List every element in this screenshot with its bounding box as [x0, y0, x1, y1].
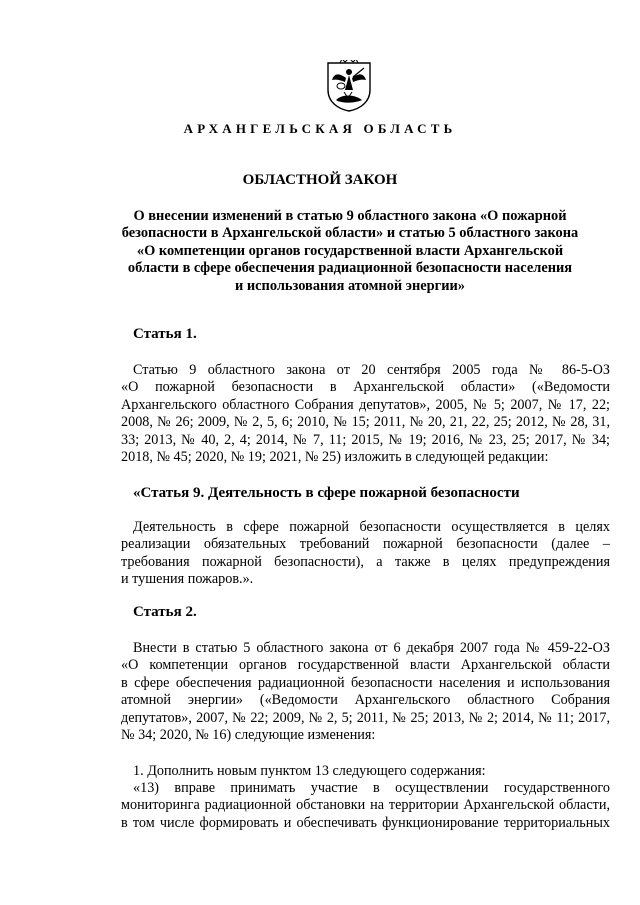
- law-title-line: безопасности в Архангельской области» и статью 5 областного закона: [121, 225, 579, 242]
- article-2-item-1: [121, 763, 610, 780]
- text-line: мониторинга радиационной обстановки на территории Архангельской области,: [121, 797, 610, 814]
- text-line: требования пожарной безопасности), а также в целях предупреждения: [121, 553, 610, 570]
- law-type: ОБЛАСТНОЙ ЗАКОН: [242, 172, 398, 188]
- article-2-item-13-text: [121, 780, 610, 832]
- text-line: «13) вправе принимать участие в осуществлении государственного: [133, 780, 610, 796]
- article-2-heading: Статья 2.: [133, 604, 197, 620]
- text-line: «О пожарной безопасности в Архангельской области» («Ведомости: [121, 379, 610, 396]
- text-line: 1. Дополнить новым пунктом 13 следующего содержания:: [133, 763, 486, 779]
- article-9-quoted-heading: «Статья 9. Деятельность в сфере пожарной безопасности: [133, 485, 520, 501]
- law-title-line: области в сфере обеспечения радиационной безопасности населения: [127, 260, 573, 277]
- text-line: реализации обязательных требований пожарной безопасности (далее –: [121, 536, 610, 553]
- text-line: Деятельность в сфере пожарной безопасности осуществляется в целях: [133, 519, 610, 535]
- text-line: Внести в статью 5 областного закона от 6 декабря 2007 года № 459-22-ОЗ: [133, 640, 610, 656]
- region-name: АРХАНГЕЛЬСКАЯ ОБЛАСТЬ: [183, 121, 457, 136]
- law-title-line: «О компетенции органов государственной власти Архангельской: [136, 242, 564, 259]
- text-line: 33; 2013, № 40, 2, 4; 2014, № 7, 11; 2015, № 19; 2016, № 23, 25; 2017, № 34;: [121, 431, 610, 448]
- text-line: 2008, № 26; 2009, № 2, 5, 6; 2010, № 15; 2011, № 20, 21, 22, 25; 2012, № 28, 31,: [121, 414, 610, 431]
- law-title: [110, 208, 590, 295]
- text-line: в сфере обеспечения радиационной безопасности населения и использования: [121, 674, 610, 691]
- law-title-line: О внесении изменений в статью 9 областного закона «О пожарной: [133, 208, 567, 224]
- text-line: 2018, № 45; 2020, № 19; 2021, № 25) изложить в следующей редакции:: [121, 448, 549, 465]
- text-line: депутатов», 2007, № 22; 2009, № 2, 5; 2011, № 25; 2013, № 2; 2014, № 11; 2017,: [121, 709, 610, 726]
- text-line: в том числе формировать и обеспечивать функционирование территориальных: [121, 814, 610, 831]
- text-line: «О компетенции органов государственной власти Архангельской области: [121, 657, 610, 674]
- article-2-paragraph: [121, 640, 610, 744]
- law-title-line: и использования атомной энергии»: [234, 277, 466, 294]
- text-line: № 34; 2020, № 16) следующие изменения:: [121, 726, 376, 743]
- coat-of-arms-icon: [326, 60, 372, 112]
- article-1-heading: Статья 1.: [133, 326, 197, 342]
- text-line: атомной энергии» («Ведомости Архангельского областного Собрания: [121, 692, 610, 709]
- text-line: Архангельского областного Собрания депутатов», 2005, № 5; 2007, № 17, 22;: [121, 396, 610, 413]
- article-1-paragraph: [121, 362, 610, 466]
- text-line: и тушения пожаров.».: [121, 571, 254, 588]
- article-9-paragraph: [121, 519, 610, 589]
- text-line: Статью 9 областного закона от 20 сентября 2005 года № 86-5-ОЗ: [133, 362, 610, 378]
